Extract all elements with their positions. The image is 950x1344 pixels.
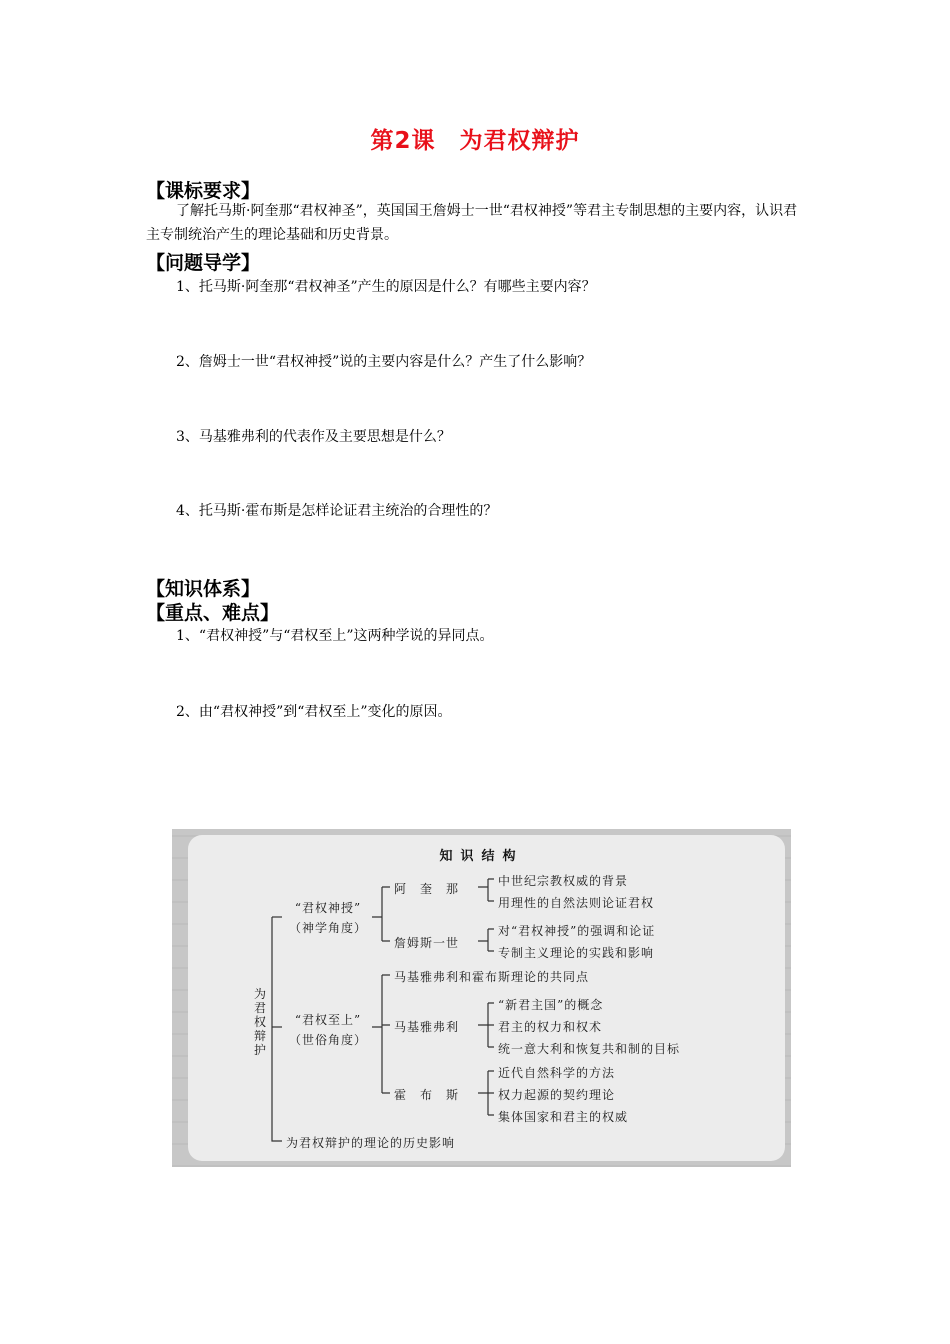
- branch2-label: “君权至上”: [294, 1013, 362, 1027]
- machiavelli-item-2: 君主的权力和权术: [498, 1020, 603, 1034]
- heading-guide: 【问题导学】: [146, 252, 261, 274]
- page-title: 第2课 为君权辩护: [370, 128, 580, 154]
- branch2-sub: （世俗角度）: [288, 1033, 367, 1047]
- node-hobbes: 霍 布 斯: [394, 1088, 460, 1102]
- key-point-2: 2、由“君权神授”到“君权至上”变化的原因。: [176, 704, 452, 720]
- standards-text: 了解托马斯·阿奎那“君权神圣”，英国国王詹姆士一世“君权神授”等君主专制思想的主要内容，认识君主专制统治产生的理论基础和历史背景。: [146, 203, 798, 243]
- node-aquinas: 阿 奎 那: [394, 882, 460, 896]
- aquinas-item-2: 用理性的自然法则论证君权: [498, 896, 655, 910]
- figure-footer: 为君权辩护的理论的历史影响: [286, 1136, 456, 1150]
- node-machiavelli: 马基雅弗利: [394, 1020, 460, 1034]
- question-1: 1、托马斯·阿奎那“君权神圣”产生的原因是什么？有哪些主要内容？: [176, 279, 596, 295]
- branch1-sub: （神学角度）: [288, 921, 367, 935]
- hobbes-item-3: 集体国家和君主的权威: [498, 1110, 629, 1124]
- heading-key-points: 【重点、难点】: [146, 602, 280, 624]
- node-common: 马基雅弗利和霍布斯理论的共同点: [394, 970, 590, 984]
- heading-standards: 【课标要求】: [146, 180, 261, 202]
- james-item-2: 专制主义理论的实践和影响: [498, 946, 655, 960]
- question-4: 4、托马斯·霍布斯是怎样论证君主统治的合理性的？: [176, 503, 498, 519]
- branch1-label: “君权神授”: [294, 901, 362, 915]
- knowledge-structure-figure: [172, 829, 791, 1167]
- key-point-1: 1、“君权神授”与“君权至上”这两种学说的异同点。: [176, 628, 494, 644]
- question-3: 3、马基雅弗利的代表作及主要思想是什么？: [176, 429, 451, 445]
- hobbes-item-1: 近代自然科学的方法: [498, 1066, 616, 1080]
- hobbes-item-2: 权力起源的契约理论: [498, 1088, 616, 1102]
- machiavelli-item-3: 统一意大利和恢复共和制的目标: [498, 1042, 681, 1056]
- figure-title: 知识结构: [439, 849, 524, 864]
- node-james: 詹姆斯一世: [394, 936, 460, 950]
- machiavelli-item-1: “新君主国”的概念: [498, 998, 604, 1012]
- aquinas-item-1: 中世纪宗教权威的背景: [498, 874, 629, 888]
- figure-root: 为君权辩护: [253, 987, 266, 1057]
- james-item-1: 对“君权神授”的强调和论证: [498, 924, 656, 938]
- heading-system: 【知识体系】: [146, 578, 261, 600]
- question-2: 2、詹姆士一世“君权神授”说的主要内容是什么？产生了什么影响？: [176, 354, 592, 370]
